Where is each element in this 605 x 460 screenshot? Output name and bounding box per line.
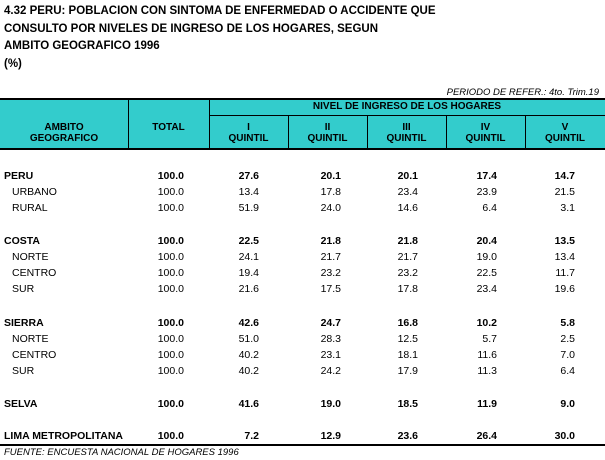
cell-quintil-2: 28.3 — [320, 333, 341, 345]
title-line-3: AMBITO GEOGRAFICO 1996 — [4, 40, 160, 52]
cell-quintil-2: 24.2 — [320, 365, 341, 377]
header-quintil-4: IV QUINTIL — [465, 122, 506, 144]
table-row — [0, 186, 605, 202]
cell-total: 100.0 — [157, 283, 184, 295]
cell-quintil-1: 22.5 — [238, 235, 259, 247]
cell-quintil-3: 17.8 — [397, 283, 418, 295]
cell-quintil-3: 21.8 — [397, 235, 418, 247]
cell-quintil-2: 12.9 — [320, 430, 341, 442]
row-label: COSTA — [4, 235, 40, 247]
cell-quintil-1: 13.4 — [238, 186, 259, 198]
table-row — [0, 349, 605, 365]
cell-quintil-3: 23.2 — [397, 267, 418, 279]
row-label: NORTE — [12, 251, 49, 263]
cell-quintil-4: 20.4 — [476, 235, 497, 247]
cell-quintil-5: 9.0 — [560, 398, 575, 410]
title-line-4: (%) — [4, 57, 22, 70]
cell-total: 100.0 — [157, 349, 184, 361]
header-ambito: AMBITO GEOGRAFICO — [29, 122, 99, 144]
cell-quintil-1: 51.0 — [238, 333, 259, 345]
cell-quintil-4: 11.9 — [477, 398, 497, 410]
header-total: TOTAL — [152, 122, 185, 133]
cell-quintil-2: 17.8 — [320, 186, 341, 198]
cell-total: 100.0 — [157, 333, 184, 345]
reference-period: PERIODO DE REFER.: 4to. Trim.19 — [446, 87, 599, 98]
cell-quintil-1: 40.2 — [238, 349, 259, 361]
cell-quintil-2: 20.1 — [320, 170, 341, 182]
cell-quintil-3: 17.9 — [397, 365, 418, 377]
row-label: LIMA METROPOLITANA — [4, 430, 123, 442]
title-line-1: 4.32 PERU: POBLACION CON SINTOMA DE ENFERMEDAD O ACCIDENTE QUE — [4, 5, 436, 17]
cell-quintil-4: 5.7 — [482, 333, 497, 345]
table-row — [0, 170, 605, 186]
header-nivel-ingreso: NIVEL DE INGRESO DE LOS HOGARES — [312, 101, 502, 112]
cell-quintil-5: 13.4 — [554, 251, 575, 263]
table-row — [0, 333, 605, 349]
cell-quintil-2: 21.7 — [320, 251, 341, 263]
cell-total: 100.0 — [157, 202, 184, 214]
cell-quintil-4: 22.5 — [476, 267, 497, 279]
cell-quintil-5: 30.0 — [554, 430, 575, 442]
cell-quintil-1: 40.2 — [238, 365, 259, 377]
cell-total: 100.0 — [157, 398, 184, 410]
cell-quintil-3: 23.4 — [397, 186, 418, 198]
cell-total: 100.0 — [157, 251, 184, 263]
row-label: SUR — [12, 365, 35, 377]
cell-quintil-5: 11.7 — [555, 267, 575, 279]
cell-quintil-3: 21.7 — [397, 251, 418, 263]
header-quintil-1: I QUINTIL — [228, 122, 269, 144]
table-row — [0, 283, 605, 299]
header-quintil-2: II QUINTIL — [307, 122, 348, 144]
cell-quintil-1: 27.6 — [238, 170, 259, 182]
table-row — [0, 235, 605, 251]
cell-quintil-3: 18.1 — [397, 349, 418, 361]
cell-quintil-1: 42.6 — [238, 317, 259, 329]
cell-quintil-1: 41.6 — [238, 398, 259, 410]
cell-total: 100.0 — [157, 170, 184, 182]
cell-quintil-5: 2.5 — [560, 333, 575, 345]
table-row — [0, 267, 605, 283]
cell-quintil-2: 23.1 — [320, 349, 341, 361]
cell-quintil-3: 18.5 — [397, 398, 418, 410]
cell-quintil-3: 12.5 — [397, 333, 418, 345]
cell-quintil-1: 24.1 — [238, 251, 259, 263]
title-line-2: CONSULTO POR NIVELES DE INGRESO DE LOS HOGARES, SEGUN — [4, 22, 379, 35]
cell-quintil-4: 17.4 — [476, 170, 497, 182]
row-label: NORTE — [12, 333, 49, 345]
row-label: SELVA — [4, 398, 38, 410]
row-label: CENTRO — [12, 267, 57, 279]
cell-quintil-1: 19.4 — [238, 267, 259, 279]
cell-quintil-4: 26.4 — [476, 430, 497, 442]
cell-total: 100.0 — [157, 235, 184, 247]
table-row — [0, 365, 605, 381]
cell-quintil-2: 19.0 — [320, 398, 341, 410]
cell-quintil-4: 6.4 — [482, 202, 497, 214]
cell-total: 100.0 — [157, 365, 184, 377]
header-divider — [209, 115, 605, 116]
cell-quintil-3: 14.6 — [397, 202, 418, 214]
cell-quintil-5: 3.1 — [560, 202, 575, 214]
table-title — [4, 3, 436, 73]
cell-quintil-5: 21.5 — [554, 186, 575, 198]
cell-quintil-2: 21.8 — [320, 235, 341, 247]
cell-quintil-5: 5.8 — [560, 317, 575, 329]
table-row — [0, 251, 605, 267]
cell-quintil-5: 13.5 — [554, 235, 575, 247]
cell-quintil-2: 24.7 — [320, 317, 341, 329]
cell-quintil-2: 17.5 — [320, 283, 341, 295]
cell-quintil-3: 16.8 — [397, 317, 418, 329]
cell-quintil-5: 7.0 — [560, 349, 575, 361]
row-label: SUR — [12, 283, 35, 295]
cell-quintil-5: 19.6 — [554, 283, 575, 295]
header-quintil-5: V QUINTIL — [545, 122, 585, 144]
cell-quintil-2: 23.2 — [320, 267, 341, 279]
cell-quintil-4: 19.0 — [476, 251, 497, 263]
cell-total: 100.0 — [157, 430, 184, 442]
cell-total: 100.0 — [157, 267, 184, 279]
cell-quintil-3: 23.6 — [397, 430, 418, 442]
row-label: URBANO — [12, 186, 57, 198]
table-bottom-rule — [0, 444, 605, 446]
row-label: PERU — [4, 170, 34, 182]
cell-quintil-4: 11.6 — [477, 349, 497, 361]
table-row — [0, 202, 605, 218]
cell-quintil-4: 23.9 — [476, 186, 497, 198]
table-row — [0, 317, 605, 333]
cell-quintil-4: 11.3 — [477, 365, 497, 377]
cell-quintil-2: 24.0 — [320, 202, 341, 214]
cell-quintil-1: 51.9 — [238, 202, 259, 214]
cell-quintil-4: 10.2 — [476, 317, 497, 329]
row-label: RURAL — [12, 202, 48, 214]
cell-quintil-4: 23.4 — [476, 283, 497, 295]
cell-quintil-3: 20.1 — [397, 170, 418, 182]
cell-total: 100.0 — [157, 317, 184, 329]
table-header — [0, 98, 605, 150]
cell-quintil-1: 21.6 — [238, 283, 259, 295]
table-row — [0, 398, 605, 414]
cell-quintil-5: 14.7 — [554, 170, 575, 182]
cell-total: 100.0 — [157, 186, 184, 198]
cell-quintil-1: 7.2 — [244, 430, 259, 442]
row-label: CENTRO — [12, 349, 57, 361]
cell-quintil-5: 6.4 — [560, 365, 575, 377]
header-quintil-3: III QUINTIL — [386, 122, 427, 144]
row-label: SIERRA — [4, 317, 44, 329]
source-note: FUENTE: ENCUESTA NACIONAL DE HOGARES 1996 — [4, 447, 239, 458]
